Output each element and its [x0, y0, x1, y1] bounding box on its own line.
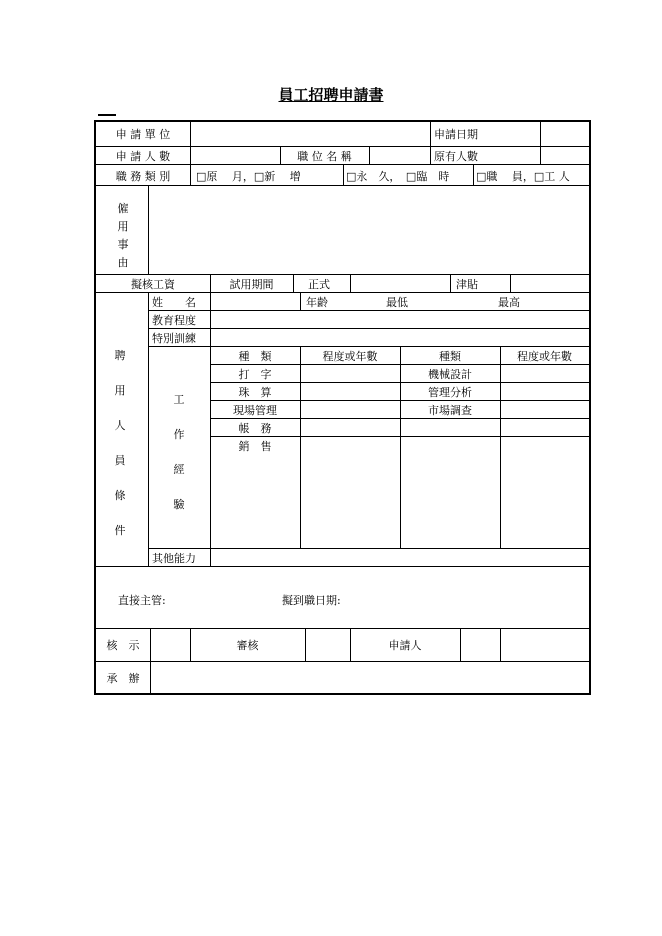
col-line — [500, 346, 501, 548]
corner-mark — [98, 114, 116, 116]
work-char: 驗 — [173, 498, 185, 511]
exp-item: 現場管理 — [233, 404, 277, 417]
exp-item: 市場調查 — [428, 404, 472, 417]
col-line — [148, 292, 149, 566]
row-line — [148, 310, 589, 311]
col-line — [343, 164, 344, 185]
review-label: 審核 — [236, 639, 259, 652]
apply-date-label: 申請日期 — [434, 128, 478, 141]
education-label: 教育程度 — [152, 314, 196, 327]
row-line — [96, 566, 589, 567]
conditions-char: 用 — [114, 384, 126, 397]
row-line — [96, 628, 589, 629]
col-line — [148, 185, 149, 274]
col-line — [300, 292, 301, 310]
conditions-char: 人 — [114, 419, 126, 432]
age-label: 年齡 — [306, 296, 328, 309]
job-type-label: 職 務 類 別 — [115, 170, 171, 183]
exp-item: 帳 務 — [238, 422, 272, 435]
col-line — [460, 628, 461, 661]
hire-reason-char: 事 — [117, 238, 129, 251]
conditions-char: 條 — [114, 489, 126, 502]
col-line — [190, 164, 191, 185]
col-line — [500, 628, 501, 661]
col-line — [190, 122, 191, 164]
conditions-char: 件 — [114, 524, 126, 537]
headcount-label: 申 請 人 數 — [115, 150, 171, 163]
allowance-label: 津貼 — [456, 278, 478, 291]
formal-label: 正式 — [308, 278, 330, 291]
position-label: 職 位 名 稱 — [297, 150, 352, 163]
col-line — [473, 164, 474, 185]
form-title: 員工招聘申請書 — [278, 86, 384, 104]
col-line — [369, 146, 370, 164]
job-type-option-1[interactable]: □原 月，□新 增 — [196, 170, 301, 183]
col-line — [430, 122, 431, 164]
start-date-label: 擬到職日期: — [282, 594, 341, 607]
col-line — [510, 274, 511, 292]
supervisor-label: 直接主管: — [118, 594, 166, 607]
job-type-option-2[interactable]: □永 久， □臨 時 — [346, 170, 450, 183]
row-line — [148, 328, 589, 329]
hire-reason-char: 僱 — [117, 202, 129, 215]
work-char: 工 — [173, 393, 185, 406]
job-type-option-3[interactable]: □職 員，□工 人 — [476, 170, 570, 183]
probation-label: 試用期間 — [229, 278, 274, 291]
col-line — [350, 274, 351, 292]
row-line — [96, 292, 589, 293]
conditions-char: 聘 — [114, 349, 126, 362]
work-char: 經 — [173, 463, 185, 476]
row-line — [96, 146, 589, 147]
col-line — [150, 628, 151, 693]
row-line — [96, 661, 589, 662]
existing-label: 原有人數 — [434, 150, 478, 163]
exp-level-header: 程度或年數 — [517, 350, 572, 363]
age-max-label: 最高 — [498, 296, 520, 309]
training-label: 特別訓練 — [152, 332, 196, 345]
name-label: 姓 名 — [152, 296, 196, 309]
handler-label: 承 辦 — [106, 672, 140, 685]
col-line — [450, 274, 451, 292]
salary-label: 擬核工資 — [131, 278, 175, 291]
col-line — [293, 274, 294, 292]
exp-item: 管理分析 — [428, 386, 472, 399]
col-line — [300, 346, 301, 548]
exp-level-header: 程度或年數 — [322, 350, 378, 363]
work-char: 作 — [173, 428, 185, 441]
conditions-char: 員 — [114, 454, 126, 467]
row-line — [148, 346, 589, 347]
exp-kind-header: 種 類 — [238, 350, 272, 363]
row-line — [148, 548, 589, 549]
col-line — [305, 628, 306, 661]
row-line — [96, 185, 589, 186]
exp-item: 珠 算 — [238, 386, 272, 399]
hire-reason-char: 用 — [117, 220, 129, 233]
other-ability-label: 其他能力 — [152, 552, 196, 565]
exp-kind-header: 種類 — [439, 350, 461, 363]
exp-item: 銷 售 — [238, 440, 272, 453]
age-min-label: 最低 — [386, 296, 408, 309]
hire-reason-char: 由 — [117, 256, 129, 269]
form-table — [94, 120, 591, 695]
exp-item: 機械設計 — [428, 368, 472, 381]
row-line — [96, 274, 589, 275]
applicant-label: 申請人 — [388, 639, 422, 652]
apply-unit-label: 申 請 單 位 — [115, 128, 171, 141]
approve-label: 核 示 — [106, 639, 140, 652]
exp-item: 打 字 — [238, 368, 272, 381]
col-line — [540, 122, 541, 164]
